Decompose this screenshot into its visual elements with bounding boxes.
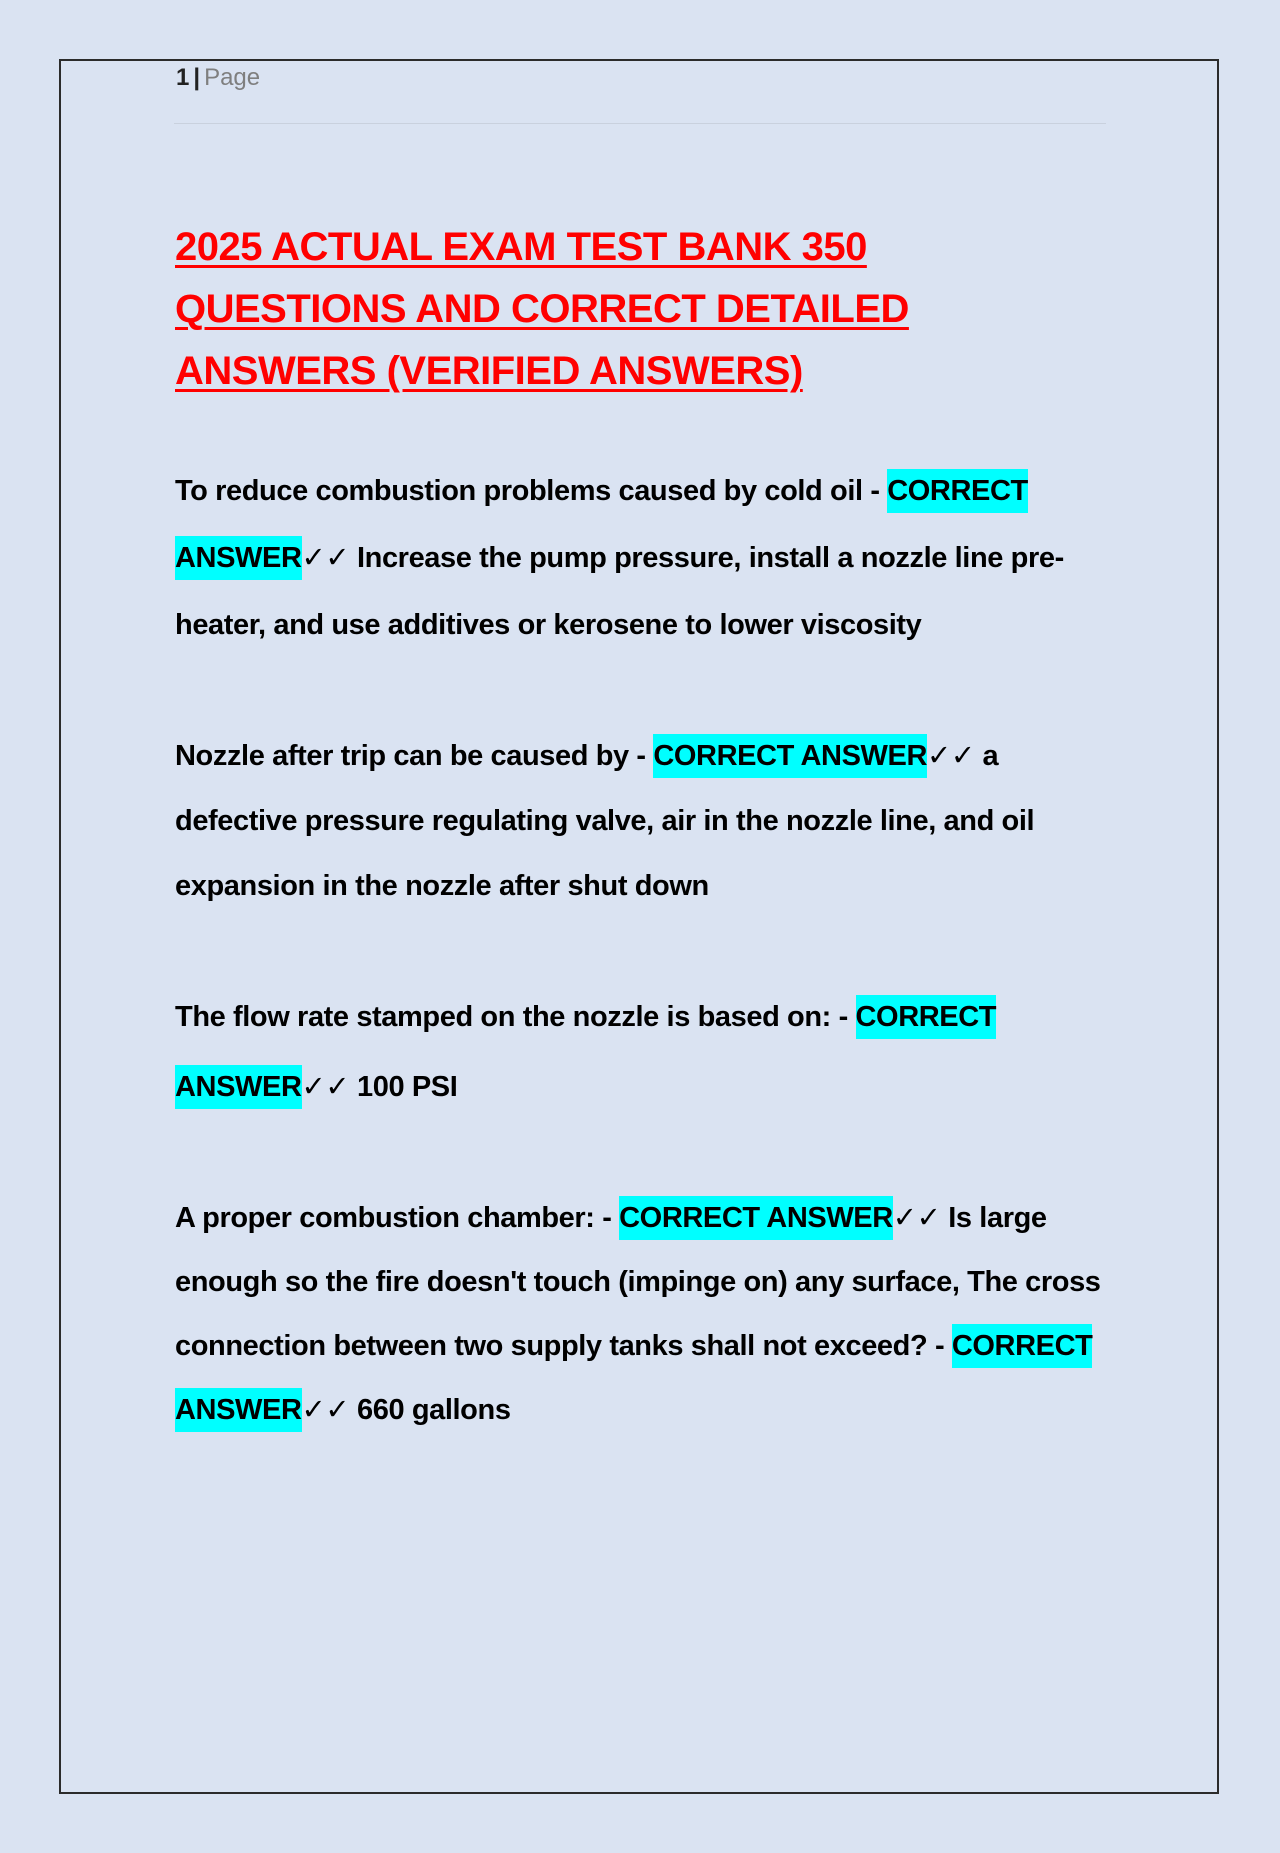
answer-text: Increase the pump pressure, install a nozzle line pre-heater, and use additives or kerosene to lower viscosity — [175, 542, 1064, 641]
correct-answer-marker-cont: ANSWER — [175, 536, 302, 580]
document-title: 2025 ACTUAL EXAM TEST BANK 350 QUESTIONS AND CORRECT DETAILED ANSWERS (VERIFIED ANSWERS) — [175, 225, 909, 393]
correct-answer-marker: CORRECT ANSWER — [619, 1196, 893, 1240]
checkmarks-icon: ✓✓ — [301, 1071, 350, 1103]
page-number: 1 — [176, 64, 190, 91]
checkmarks-icon: ✓✓ — [892, 1202, 941, 1234]
question-text: The flow rate stamped on the nozzle is based on: - — [175, 1001, 856, 1033]
page-label: Page — [204, 64, 261, 91]
checkmarks-icon: ✓✓ — [301, 542, 350, 574]
question-text: To reduce combustion problems caused by cold oil - — [175, 475, 888, 507]
answer-text: 100 PSI — [356, 1071, 458, 1103]
qa-item-3 — [175, 982, 1115, 1122]
correct-answer-marker: CORRECT — [856, 995, 997, 1039]
checkmarks-icon-2: ✓✓ — [301, 1394, 350, 1426]
qa-item-4 — [175, 1186, 1115, 1442]
qa-item-2 — [175, 724, 1115, 919]
page-header — [176, 60, 260, 96]
answer-text: a defective pressure regulating valve, air in the nozzle line, and oil expansion in the nozzle after shut down — [175, 740, 1035, 902]
correct-answer-marker: CORRECT — [887, 469, 1028, 513]
question-text: A proper combustion chamber: - — [175, 1202, 620, 1234]
header-separator: | — [193, 64, 201, 91]
answer-text: Is large enough so the fire doesn't touch (impinge on) any surface, The cross connection between two supply tanks shall not exceed? - — [175, 1202, 1101, 1362]
answer-text-2: 660 gallons — [356, 1394, 511, 1426]
correct-answer-marker: CORRECT ANSWER — [653, 734, 927, 778]
qa-item-1 — [175, 458, 1115, 659]
correct-answer-marker-2: CORRECT ANSWER — [175, 1324, 1092, 1432]
question-text: Nozzle after trip can be caused by - — [175, 740, 654, 772]
header-divider — [174, 123, 1106, 124]
checkmarks-icon: ✓✓ — [926, 740, 975, 772]
correct-answer-marker-cont: ANSWER — [175, 1065, 302, 1109]
